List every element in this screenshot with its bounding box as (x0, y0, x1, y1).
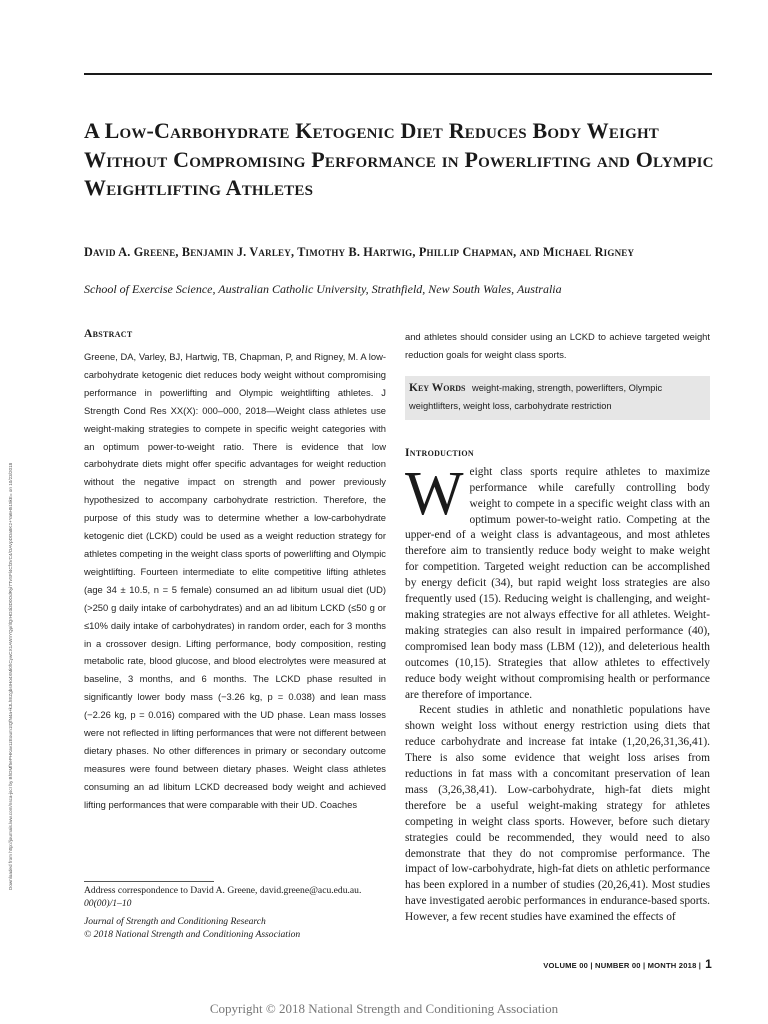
download-note: Downloaded from http://journals.lww.com/nsca-jscr by BhDMf5ePHKav1zEoum1tQfN4a+kJLhEZgbsIHo4XMi0hCywCX1AWnYQp/IlQrHD3i3D0OdRyi7TvSFl4Cf3VC4/OAVpDDa8K2+Ya6H515kE= on 10/23/2018 (8, 462, 13, 890)
right-column (405, 328, 710, 926)
drop-cap: W (405, 459, 464, 528)
introduction-paragraph-1 (405, 459, 710, 704)
page-range: 00(00)/1–10 (84, 897, 132, 909)
article-title: A Low-Carbohydrate Ketogenic Diet Reduces Body Weight Without Compromising Performance in Powerlifting and Olympic Weightlifting Athletes (84, 118, 714, 200)
introduction-heading: Introduction (405, 446, 474, 459)
introduction-p1-text: eight class sports require athletes to maximize performance while carefully controlling body weight to compete in a specific weight class with an optimum power-to-weight ratio. Competing at the upper-end of a weight class is advantageous, and most athletes therefore aim to transiently reduce body weight to make weight for competition. Targeted weight reduction can be accomplished by energy deficit (34), but rapid weight loss strategies are also frequently used (15). Reducing weight is challenging, and weight-making strategies are not always effective for all athletes. Weight-making strategies can also result in impaired performance (40), compromised lean body mass (LBM (12)), and deleterious health outcomes (10,15). Strategies that allow athletes to effectively reduce body weight without compromising health or performance are therefore of importance. (405, 465, 710, 701)
abstract-body: Greene, DA, Varley, BJ, Hartwig, TB, Chapman, P, and Rigney, M. A low-carbohydrate ketogenic diet reduces body weight without compromising performance in powerlifting and Olympic weightlifting athletes. J Strength Cond Res XX(X): 000–000, 2018—Weight class athletes use weight-making strategies to compete in specific weight categories with an optimum power-to-weight ratio. There is evidence that low carbohydrate diets might offer specific advantages for weight reduction without the negative impact on strength and power previously hypothesized to accompany carbohydrate restriction. Therefore, the purpose of this study was to determine whether a low-carbohydrate ketogenic diet (LCKD) could be used as a weight reduction strategy for athletes competing in the weight class sports of powerlifting and Olympic weightlifting. Fourteen intermediate to elite competitive lifting athletes (age 34 ± 10.5, n = 5 female) consumed an ad libitum usual diet (UD) (>250 g daily intake of carbohydrates) and an ad libitum LCKD (≤50 g or ≤10% daily intake of carbohydrates) in random order, each for 3 months in a crossover design. Lifting performance, body composition, resting metabolic rate, blood glucose, and blood electrolytes were measured at baseline, 3 months, and 6 months. The LCKD phase resulted in significantly lower body mass (−3.26 kg, p = 0.038) and lean mass (−2.26 kg, p = 0.016) compared with the UD phase. Lean mass losses were not reflected in lifting performances that were not different between dietary phases. No other differences in primary or secondary outcome measures were found between dietary phases. Weight class athletes consuming an ad libitum LCKD decreased body weight and achieved lifting performances that were comparable with their UD. Coaches (84, 351, 386, 810)
copyright-watermark: Copyright © 2018 National Strength and Conditioning Association (209, 1001, 559, 1016)
abstract-heading: Abstract (84, 328, 133, 340)
affiliation: School of Exercise Science, Australian Catholic University, Strathfield, New South Wales, Australia (84, 282, 562, 296)
page-footer (543, 957, 712, 971)
journal-name: Journal of Strength and Conditioning Research (84, 916, 266, 927)
top-rule (84, 73, 712, 75)
keywords-heading: Key Words (409, 381, 466, 394)
journal-copyright: © 2018 National Strength and Conditioning Association (84, 928, 301, 940)
issue-info: VOLUME 00 | NUMBER 00 | MONTH 2018 | (543, 961, 702, 970)
correspondence-block (84, 885, 404, 941)
page-number: 1 (705, 957, 712, 971)
left-column (84, 328, 386, 814)
keywords-box (405, 376, 710, 420)
footnote-rule (84, 881, 214, 882)
abstract-continuation: and athletes should consider using an LCKD to achieve targeted weight reduction goals for weight class sports. (405, 331, 710, 360)
introduction-paragraph-2: Recent studies in athletic and nonathletic populations have shown weight loss without energy restriction using diets that reduce carbohydrate and increase fat intake (1,20,26,31,36,41). There is also some evidence that weight loss arises from reductions in fat mass with a concomitant preservation of lean mass (3,26,38,41). Low-carbohydrate, high-fat diets might therefore be a useful weight-making strategy for athletes competing in weight class sports. However, before such dietary strategies could be recommended, they would need to also demonstrate that they do not compromise performance. The impact of low-carbohydrate, high-fat diets on athletic performance has been explored in a number of studies (20,26,41). Most studies have investigated aerobic performances in endurance-based sports. However, a few recent studies have examined the effects of (405, 704, 710, 924)
correspondence-address: Address correspondence to David A. Greene, david.greene@acu.edu.au. (84, 885, 362, 896)
author-list: David A. Greene, Benjamin J. Varley, Timothy B. Hartwig, Phillip Chapman, and Michael Rigney (84, 245, 635, 259)
keywords-text: weight-making, strength, powerlifters, Olympic weightlifters, weight loss, carbohydrate restriction (409, 382, 663, 411)
